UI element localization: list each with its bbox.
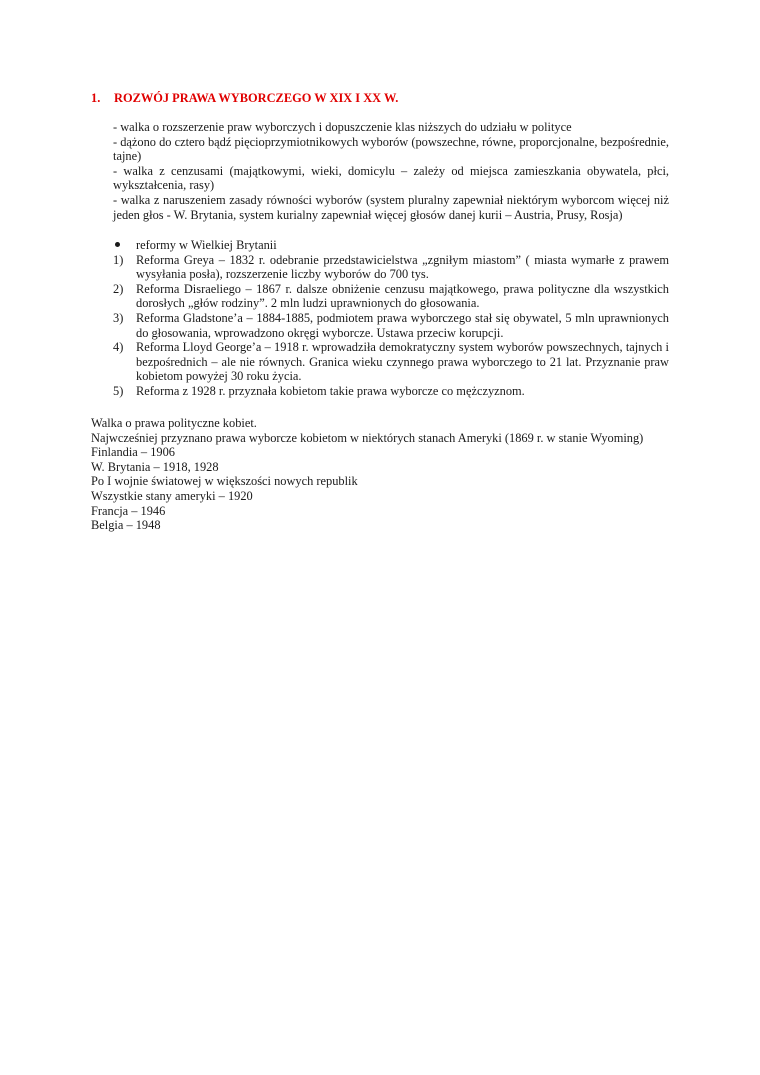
women-line: Finlandia – 1906 <box>91 445 175 460</box>
list-item <box>113 253 669 282</box>
list-marker: 2) <box>113 281 124 296</box>
list-text: Reforma Disraeliego – 1867 r. dalsze obniżenie cenzusu majątkowego, prawa polityczne dla wszystkich dorosłych „głów rodziny”. 2 mln ludzi uprawnionych do głosowania. <box>136 281 669 311</box>
list-text: Reforma Greya – 1832 r. odebranie przedstawicielstwa „zgniłym miastom” ( miasta wymarłe z prawem wysyłania posła), rozszerzenie liczby wyborów do 700 tys. <box>136 252 669 282</box>
women-line: W. Brytania – 1918, 1928 <box>91 459 219 474</box>
section-heading <box>91 91 671 106</box>
list-text: Reforma Gladstone’a – 1884-1885, podmiotem prawa wyborczego stał się obywatel, 5 mln uprawnionych do głosowania, wprowadzono okręgi wyborcze. Ustawa przeciw korupcji. <box>136 310 669 340</box>
women-line: Francja – 1946 <box>91 503 166 518</box>
list-item <box>113 384 669 399</box>
bullet-marker <box>113 238 136 253</box>
list-marker: 3) <box>113 310 124 325</box>
women-line: Wszystkie stany ameryki – 1920 <box>91 488 253 503</box>
women-line: Po I wojnie światowej w większości nowych republik <box>91 474 358 489</box>
women-line: Najwcześniej przyznano prawa wyborcze kobietom w niektórych stanach Ameryki (1869 r. w stanie Wyoming) <box>91 430 644 445</box>
heading-title: ROZWÓJ PRAWA WYBORCZEGO W XIX I XX W. <box>114 91 399 105</box>
intro-line: - walka o rozszerzenie praw wyborczych i dopuszczenie klas niższych do udziału w polityce <box>113 120 572 134</box>
intro-line: - walka z cenzusami (majątkowymi, wieki, domicylu – zależy od miejsca zamieszkania obywatela, płci, wykształcenia, rasy) <box>113 163 669 193</box>
list-marker: 4) <box>113 340 124 355</box>
bullet-item <box>113 238 669 253</box>
list-marker: 5) <box>113 383 124 398</box>
heading-number: 1. <box>91 91 101 105</box>
list-item <box>113 311 669 340</box>
women-line: Belgia – 1948 <box>91 518 161 533</box>
list-text: Reforma z 1928 r. przyznała kobietom takie prawa wyborcze co mężczyznom. <box>136 383 525 398</box>
list-marker: 1) <box>113 252 124 267</box>
list-item <box>113 340 669 384</box>
list-text: Reforma Lloyd George’a – 1918 r. wprowadziła demokratyczny system wyborów powszechnych, tajnych i bezpośrednich – ale nie równych. Granica wieku czynnego prawa wyborczego to 21 lat. Przyznanie praw kobietom powyżej 30 roku życia. <box>136 340 669 384</box>
intro-line: - walka z naruszeniem zasady równości wyborów (system pluralny zapewniał niektórym wyborcom więcej niż jeden głos - W. Brytania, system kurialny zapewniał więcej głosów danej kurii – Austria, Prusy, Rosja) <box>113 192 669 222</box>
bullet-dot-icon <box>115 242 120 247</box>
bullet-text: reformy w Wielkiej Brytanii <box>136 238 277 252</box>
intro-line: - dążono do cztero bądź pięcioprzymiotnikowych wyborów (powszechne, równe, proporcjonalne, bezpośrednie, tajne) <box>113 134 670 164</box>
womens-rights-section <box>91 416 691 533</box>
reforms-list <box>113 238 669 399</box>
intro-paragraphs <box>113 120 669 222</box>
women-line: Walka o prawa polityczne kobiet. <box>91 416 257 430</box>
list-item <box>113 282 669 311</box>
